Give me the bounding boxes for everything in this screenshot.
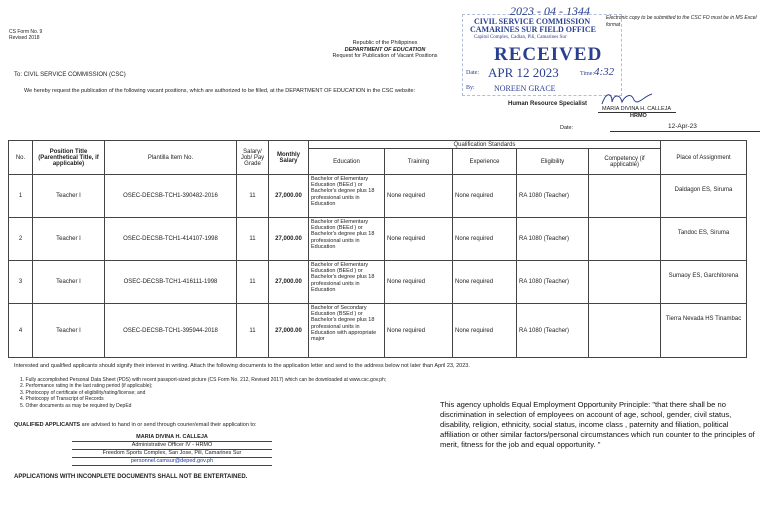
header-training: Training bbox=[385, 149, 453, 175]
table-row bbox=[9, 218, 747, 261]
cell-no: 4 bbox=[9, 304, 33, 358]
header-education: Education bbox=[309, 149, 385, 175]
header-qualification-standards: Qualification Standards bbox=[309, 141, 661, 149]
cell-experience: None required bbox=[453, 218, 517, 261]
cell-education: Bachelor of Secondary Education (BSEd ) or Bachelor's degree plus 18 professional units in Education with appropriate major bbox=[309, 304, 385, 358]
cell-salary: 27,000.00 bbox=[269, 304, 309, 358]
cell-grade: 11 bbox=[237, 218, 269, 261]
cell-competency bbox=[589, 218, 661, 261]
cell-experience: None required bbox=[453, 261, 517, 304]
cell-place: Tierra Nevada HS Tinambac bbox=[661, 304, 747, 358]
cell-plantilla: OSEC-DECSB-TCH1-395944-2018 bbox=[105, 304, 237, 358]
request-title: Request for Publication of Vacant Positions bbox=[332, 53, 438, 59]
cell-no: 1 bbox=[9, 175, 33, 218]
stamp-time-label: Time: bbox=[580, 71, 595, 77]
hrmo-title: HRMO bbox=[630, 113, 647, 119]
list-item: 2. Performance rating in the last rating period (if applicable); bbox=[20, 383, 153, 390]
table-row bbox=[9, 304, 747, 358]
interested-statement: Interested and qualified applicants should signify their interest in writing. Attach the following documents to the application letter and send to the address below not later than April 23, 2023. bbox=[14, 363, 470, 369]
contact-name: MARIA DIVINA H. CALLEJA bbox=[72, 434, 272, 442]
stamp-by: NOREEN GRACE bbox=[494, 84, 556, 93]
table-row bbox=[9, 175, 747, 218]
vacancy-table bbox=[8, 140, 747, 358]
cell-salary: 27,000.00 bbox=[269, 218, 309, 261]
cell-training: None required bbox=[385, 261, 453, 304]
cell-training: None required bbox=[385, 218, 453, 261]
list-item: 4. Photocopy of Transcript of Records bbox=[20, 396, 104, 403]
stamp-received: RECEIVED bbox=[494, 44, 603, 65]
contact-email[interactable]: personnel.camsur@deped.gov.ph bbox=[72, 458, 272, 466]
cell-training: None required bbox=[385, 175, 453, 218]
cell-place: Daldagon ES, Siruma bbox=[661, 175, 747, 218]
form-number-label: CS Form No. 9 bbox=[9, 29, 43, 35]
eeo-statement: This agency upholds Equal Employment Opportunity Principle: "that there shall be no discrimination in selection of employees on account of age, school, gender, civil status, disability, religion, ethnicity, social status, income class , paternity and filiation, political affiliation or other similar factors/personal circumstances which run counter to the principles of merit, fitness for the job and equal opportunity. " bbox=[440, 400, 755, 449]
stamp-time: 4:32 bbox=[594, 66, 615, 78]
cell-salary: 27,000.00 bbox=[269, 261, 309, 304]
republic-label: Republic of the Philippines bbox=[352, 40, 418, 46]
received-stamp bbox=[462, 4, 622, 96]
cell-eligibility: RA 1080 (Teacher) bbox=[517, 218, 589, 261]
contact-address: Freedom Sports Complex, San Jose, Pili, Camarines Sur bbox=[72, 450, 272, 458]
cell-position: Teacher I bbox=[33, 261, 105, 304]
date-label: Date: bbox=[560, 125, 574, 131]
cell-position: Teacher I bbox=[33, 304, 105, 358]
header-experience: Experience bbox=[453, 149, 517, 175]
cell-position: Teacher I bbox=[33, 175, 105, 218]
cell-education: Bachelor of Elementary Education (BEEd ) or Bachelor's degree plus 18 professional units in Education bbox=[309, 218, 385, 261]
cell-plantilla: OSEC-DECSB-TCH1-416111-1998 bbox=[105, 261, 237, 304]
header-position-label: Position Title (Parenthetical Title, if applicable) bbox=[38, 148, 99, 167]
form-revised-label: Revised 2018 bbox=[9, 35, 40, 41]
stamp-line-3: Capitol Complex, Cadlan, Pili, Camarines Sur bbox=[474, 35, 567, 40]
cell-competency bbox=[589, 175, 661, 218]
header-plantilla: Plantilla Item No. bbox=[105, 141, 237, 175]
form-number bbox=[9, 29, 42, 41]
request-statement: We hereby request the publication of the following vacant positions, which are authorized to be filled, at the DEPARTMENT OF EDUCATION in the CSC website: bbox=[24, 88, 416, 94]
qualified-label: QUALIFIED APPLICANTS bbox=[14, 422, 81, 428]
cell-training: None required bbox=[385, 304, 453, 358]
cell-eligibility: RA 1080 (Teacher) bbox=[517, 175, 589, 218]
requirements-list bbox=[20, 377, 386, 409]
cell-eligibility: RA 1080 (Teacher) bbox=[517, 304, 589, 358]
cell-place: Tandoc ES, Siruma bbox=[661, 218, 747, 261]
cell-eligibility: RA 1080 (Teacher) bbox=[517, 261, 589, 304]
stamp-line-1: CIVIL SERVICE COMMISSION bbox=[474, 17, 591, 26]
qualified-text: are advised to hand in or send through courier/email their application to: bbox=[80, 422, 257, 428]
header-monthly-salary: Monthly Salary bbox=[269, 141, 309, 175]
cell-plantilla: OSEC-DECSB-TCH1-414107-1998 bbox=[105, 218, 237, 261]
cell-experience: None required bbox=[453, 175, 517, 218]
cell-plantilla: OSEC-DECSB-TCH1-390482-2016 bbox=[105, 175, 237, 218]
incomplete-warning: APPLICATIONS WITH INCONPLETE DOCUMENTS SHALL NOT BE ENTERTAINED. bbox=[14, 474, 248, 480]
date-line bbox=[610, 131, 760, 132]
header-no: No. bbox=[9, 141, 33, 175]
stamp-handwritten-date: 2023 - 04 - 1344 bbox=[510, 4, 590, 18]
addressee: To: CIVIL SERVICE COMMISSION (CSC) bbox=[14, 72, 126, 78]
header-competency: Competency (if applicable) bbox=[589, 149, 661, 175]
hrmo-name: MARIA DIVINA H. CALLEJA bbox=[602, 106, 672, 112]
hr-specialist-label: Human Resource Specialist bbox=[508, 101, 588, 107]
list-item: 3. Photocopy of certificate of eligibility/rating/license; and bbox=[20, 389, 146, 396]
list-item: 1. Fully accomplished Personal Data Sheet (PDS) with recent passport-sized picture (CS Form No. 212, Revised 2017) which can be downloaded at www.csc.gov.ph; bbox=[20, 377, 387, 383]
table-row bbox=[9, 261, 747, 304]
cell-competency bbox=[589, 304, 661, 358]
stamp-by-label: By: bbox=[466, 85, 475, 91]
header-place: Place of Assignment bbox=[661, 141, 747, 175]
cell-grade: 11 bbox=[237, 304, 269, 358]
cell-education: Bachelor of Elementary Education (BEEd ) or Bachelor's degree plus 18 professional units in Education bbox=[309, 261, 385, 304]
cell-competency bbox=[589, 261, 661, 304]
department-label: DEPARTMENT OF EDUCATION bbox=[344, 46, 426, 53]
cell-education: Bachelor of Elementary Education (BEEd ) or Bachelor's degree plus 18 professional units in Education bbox=[309, 175, 385, 218]
header-eligibility: Eligibility bbox=[517, 149, 589, 175]
cell-experience: None required bbox=[453, 304, 517, 358]
cell-grade: 11 bbox=[237, 261, 269, 304]
cell-no: 2 bbox=[9, 218, 33, 261]
header-salary-grade: Salary/ Job/ Pay Grade bbox=[237, 141, 269, 175]
qualified-applicants-note bbox=[14, 422, 257, 428]
cell-place: Sumaoy ES, Garchitorena bbox=[661, 261, 747, 304]
electronic-copy-note: Electronic copy to be submitted to the CSC FO must be in MS Excel format bbox=[606, 15, 757, 28]
contact-block bbox=[72, 434, 272, 466]
stamp-date: APR 12 2023 bbox=[488, 65, 559, 80]
contact-position: Administrative Officer IV - HRMO bbox=[72, 442, 272, 450]
cell-no: 3 bbox=[9, 261, 33, 304]
stamp-line-2: CAMARINES SUR FIELD OFFICE bbox=[470, 25, 597, 34]
stamp-date-label: Date: bbox=[466, 70, 479, 76]
date-value: 12-Apr-23 bbox=[668, 123, 697, 130]
list-item: 5. Other documents as may be required by DepEd bbox=[20, 402, 132, 409]
cell-salary: 27,000.00 bbox=[269, 175, 309, 218]
cell-grade: 11 bbox=[237, 175, 269, 218]
cell-position: Teacher I bbox=[33, 218, 105, 261]
document-header bbox=[300, 40, 470, 60]
header-position bbox=[33, 141, 105, 175]
